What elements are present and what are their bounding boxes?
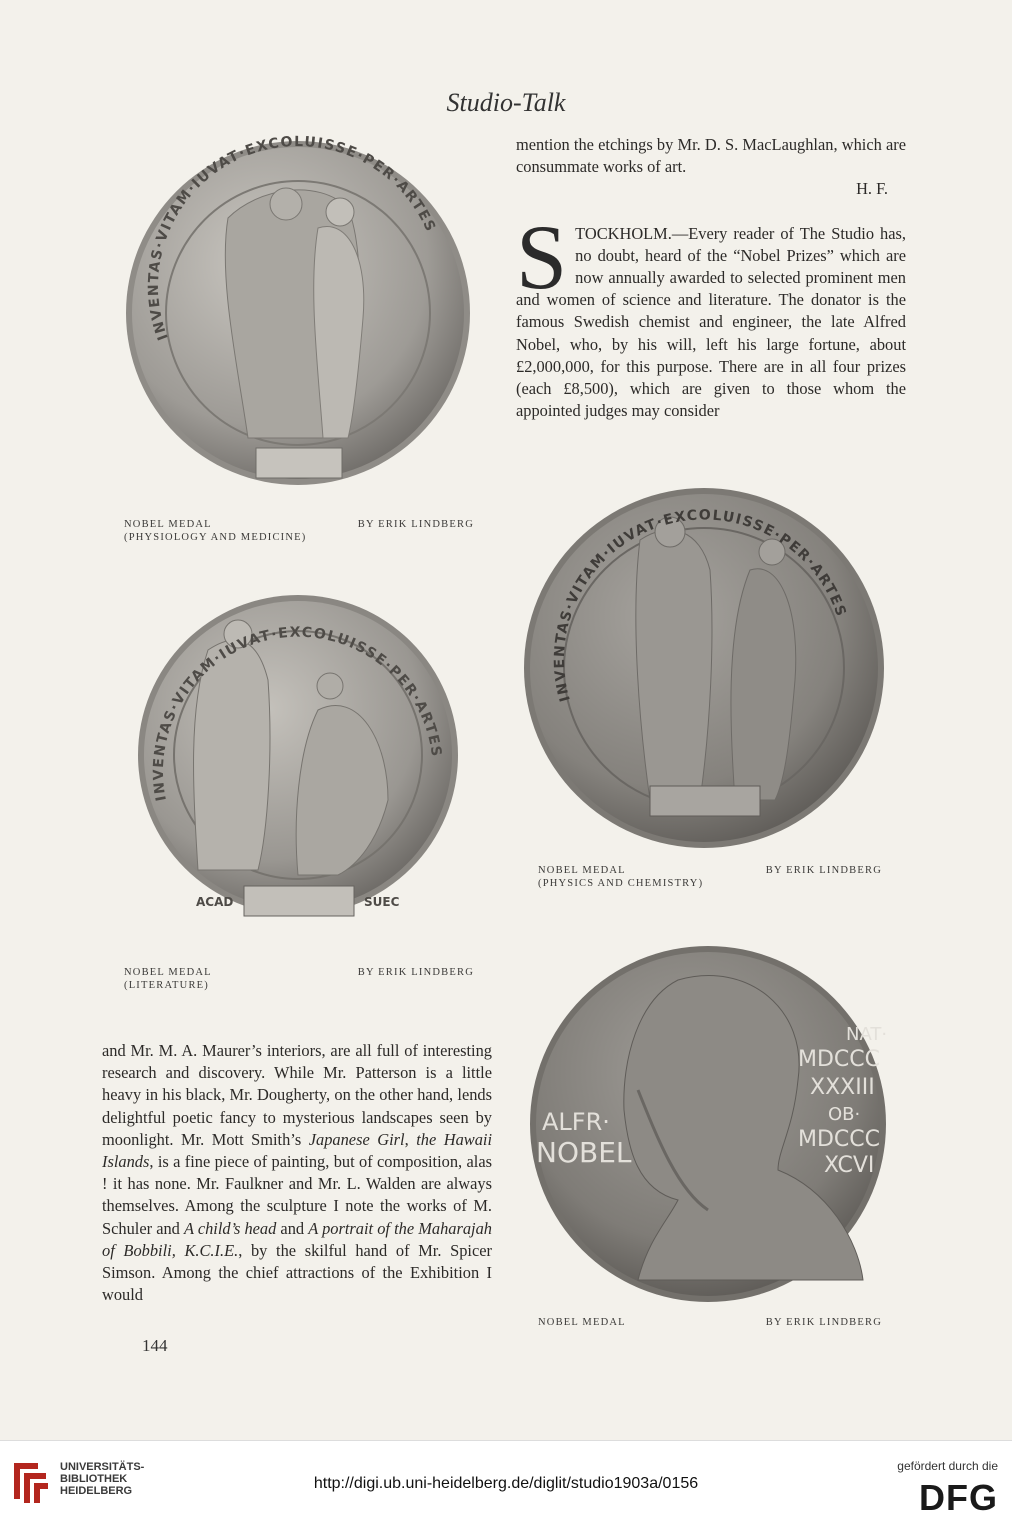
- caption-title: NOBEL MEDAL: [124, 967, 212, 978]
- page-number: 144: [142, 1336, 168, 1355]
- medal-obverse-death-1: MDCCC: [798, 1127, 881, 1152]
- caption-subject: (PHYSIOLOGY AND MEDICINE): [124, 532, 307, 543]
- signature: H. F.: [856, 179, 888, 199]
- caption-artist: BY ERIK LINDBERG: [765, 865, 882, 876]
- caption-physics: [538, 864, 882, 890]
- medal-medicine-legend: INVENTAS·VITAM·IUVAT·EXCOLUISSE·PER·ARTES: [145, 133, 439, 343]
- medal-obverse-birth-1: MDCCC: [798, 1047, 881, 1072]
- artwork-title: A child’s head: [183, 1218, 277, 1238]
- caption-title: NOBEL MEDAL: [538, 865, 626, 876]
- caption-obverse: [538, 1316, 882, 1329]
- artwork-title: Japanese Girl: [308, 1129, 405, 1149]
- caption-subject: (LITERATURE): [124, 980, 209, 991]
- artwork-title: the Hawaii Islands: [102, 1129, 493, 1172]
- medal-obverse-name1: ALFR·: [542, 1108, 610, 1136]
- caption-literature: [124, 966, 474, 992]
- stockholm-paragraph: STOCKHOLM.—Every reader of The Studio has, no doubt, heard of the “Nobel Prizes” which are now annually awarded to selected prominent men and women of science and literature. The donator is the famous Swedish chemist and engineer, the late Alfred Nobel, who, by his will, left his large fortune, about £2,000,000, for this purpose. There are in all four prizes (each £8,500), which are given to those whom the appointed judges may consider: [516, 205, 906, 421]
- artwork-title: A portrait of the Maharajah of Bobbili, K.C.I.E.: [102, 1218, 492, 1260]
- caption-subject: (PHYSICS AND CHEMISTRY): [538, 878, 704, 889]
- footer: [0, 1440, 1012, 1526]
- medal-physics-legend: INVENTAS·VITAM·IUVAT·EXCOLUISSE·PER·ARTES: [551, 507, 850, 704]
- medal-obverse-death-label: OB·: [828, 1104, 861, 1125]
- drop-cap: S: [516, 205, 568, 308]
- caption-artist: BY ERIK LINDBERG: [357, 519, 474, 530]
- medal-literature-image: [118, 590, 478, 940]
- medal-obverse-death-2: XCVI: [824, 1153, 875, 1178]
- permalink-url[interactable]: http://digi.ub.uni-heidelberg.de/diglit/studio1903a/0156: [313, 1475, 699, 1492]
- medal-physics-image: [520, 480, 888, 856]
- running-head: Studio-Talk: [446, 88, 566, 117]
- medal-literature-acad: ACAD: [196, 895, 234, 909]
- exhibition-paragraph: and Mr. M. A. Maurer’s interiors, are all full of interesting research and discovery. While Mr. Patterson is a little heavy in his black, Mr. Dougherty, on the other hand, lends delightful poetic fancy to mysterious landscapes seen by moonlight. Mr. Mott Smith’s Japanese Girl, the Hawaii Islands, is a fine piece of painting, but of composition, alas ! it has none. Mr. Faulkner and Mr. L. Walden are always themselves. Among the sculpture I note the works of M. Schuler and A child’s head and A portrait of the Maharajah of Bobbili, K.C.I.E., by the skilful hand of Mr. Spicer Simson. Among the chief attractions of the Exhibition I would: [102, 1041, 493, 1305]
- medal-obverse-image: [528, 940, 888, 1310]
- caption-title: NOBEL MEDAL: [124, 519, 212, 530]
- caption-medicine: [124, 518, 474, 544]
- stockholm-article: [516, 134, 906, 422]
- medal-obverse-birth-2: XXXIII: [810, 1075, 875, 1100]
- medal-literature-legend: INVENTAS·VITAM·IUVAT·EXCOLUISSE·PER·ARTES: [150, 624, 445, 803]
- medal-literature-suec: SUEC: [364, 895, 400, 909]
- intro-paragraph: mention the etchings by Mr. D. S. MacLaughlan, which are consummate works of art.: [516, 135, 906, 177]
- funded-by-label: gefördert durch die: [897, 1459, 998, 1473]
- medal-medicine-image: [118, 108, 478, 508]
- medal-obverse-name2: NOBEL: [536, 1136, 632, 1169]
- caption-artist: BY ERIK LINDBERG: [357, 967, 474, 978]
- dfg-logo[interactable]: DFG: [919, 1477, 998, 1518]
- caption-title: NOBEL MEDAL: [538, 1317, 626, 1328]
- library-name[interactable]: UNIVERSITÄTS- BIBLIOTHEK HEIDELBERG: [60, 1461, 145, 1497]
- medal-obverse-birth-label: NAT·: [846, 1024, 888, 1045]
- caption-artist: BY ERIK LINDBERG: [765, 1317, 882, 1328]
